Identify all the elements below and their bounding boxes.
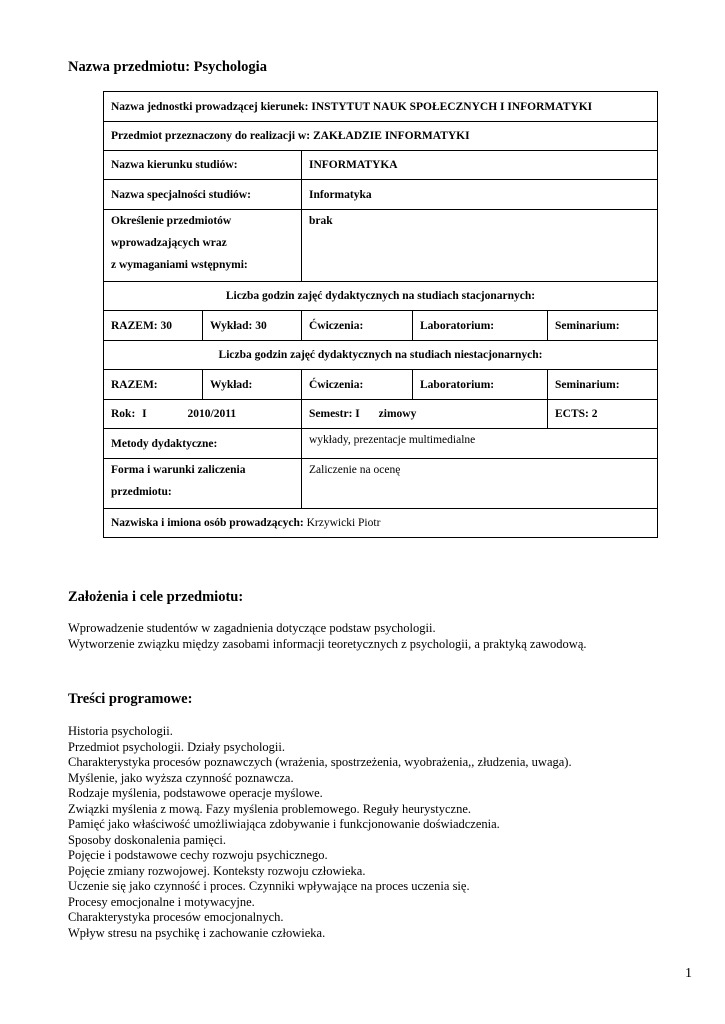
content-line: Myślenie, jako wyższa czynność poznawcza. (68, 770, 294, 785)
rok-label: Rok: (111, 408, 136, 420)
methods-row (104, 429, 658, 459)
stationary-cwiczenia: Ćwiczenia: (302, 311, 413, 341)
methods-value: wykłady, prezentacje multimedialne (302, 429, 658, 459)
year-row (104, 400, 658, 429)
prereq-row (104, 210, 658, 282)
teachers-value: Krzywicki Piotr (306, 517, 381, 529)
rok-cell (104, 400, 302, 429)
form-label-line: przedmiotu: (111, 486, 172, 498)
stationary-header-row (104, 282, 658, 311)
form-label (104, 459, 302, 509)
content-heading: Treści programowe: (68, 691, 193, 707)
nonstationary-header: Liczba godzin zajęć dydaktycznych na studiach niestacjonarnych: (104, 341, 658, 370)
assumptions-line: Wytworzenie związku między zasobami informacji teoretycznych z psychologii, a praktyką zawodową. (68, 636, 587, 651)
stationary-laboratorium: Laboratorium: (413, 311, 548, 341)
nonstationary-header-row (104, 341, 658, 370)
content-line: Uczenie się jako czynność i proces. Czynniki wpływające na proces uczenia się. (68, 879, 470, 893)
semestr-label: Semestr: I (309, 408, 360, 420)
prereq-label-line: z wymaganiami wstępnymi: (111, 259, 248, 271)
content-line: Przedmiot psychologii. Działy psychologii. (68, 739, 285, 754)
ects-cell: ECTS: 2 (548, 400, 658, 429)
stationary-wyklad: Wykład: 30 (203, 311, 302, 341)
form-value: Zaliczenie na ocenę (302, 459, 658, 509)
content-line: Procesy emocjonalne i motywacyjne. (68, 894, 255, 909)
assumptions-line: Wprowadzenie studentów w zagadnienia dotyczące podstaw psychologii. (68, 621, 436, 635)
content-line: Charakterystyka procesów poznawczych (wrażenia, spostrzeżenia, wyobrażenia,, złudzenia, uwaga). (68, 755, 572, 769)
prereq-value: brak (302, 210, 658, 282)
stationary-hours-row (104, 311, 658, 341)
unit-value: INSTYTUT NAUK SPOŁECZNYCH I INFORMATYKI (311, 100, 593, 113)
nonstationary-razem: RAZEM: (104, 370, 203, 400)
spec-value: Informatyka (302, 180, 658, 210)
field-label: Nazwa kierunku studiów: (104, 151, 302, 180)
stationary-seminarium: Seminarium: (548, 311, 658, 341)
nonstationary-wyklad: Wykład: (203, 370, 302, 400)
nonstationary-laboratorium: Laboratorium: (413, 370, 548, 400)
teachers-row (104, 509, 658, 538)
course-info-table (103, 91, 658, 538)
prereq-label (104, 210, 302, 282)
page-number: 1 (685, 966, 692, 981)
spec-label: Nazwa specjalności studiów: (104, 180, 302, 210)
content-line: Rodzaje myślenia, podstawowe operacje myślowe. (68, 786, 323, 800)
teachers-label: Nazwiska i imiona osób prowadzących: (111, 517, 304, 529)
unit-label: Nazwa jednostki prowadzącej kierunek: (111, 100, 309, 113)
content-line: Charakterystyka procesów emocjonalnych. (68, 910, 284, 924)
content-line: Związki myślenia z mową. Fazy myślenia problemowego. Reguły heurystyczne. (68, 801, 472, 816)
form-row (104, 459, 658, 509)
prereq-label-line: wprowadzających wraz (111, 237, 227, 249)
content-list (68, 724, 572, 941)
content-line: Historia psychologii. (68, 724, 173, 738)
rok-value: I (142, 408, 147, 420)
dept-label: Przedmiot przeznaczony do realizacji w: (111, 130, 311, 142)
page-title: Nazwa przedmiotu: Psychologia (68, 59, 267, 75)
nonstationary-seminarium: Seminarium: (548, 370, 658, 400)
assumptions-heading: Założenia i cele przedmiotu: (68, 589, 244, 605)
methods-label: Metody dydaktyczne: (104, 429, 302, 459)
dept-value: ZAKŁADZIE INFORMATYKI (312, 130, 470, 142)
spec-row (104, 180, 658, 210)
semestr-value: zimowy (378, 408, 417, 420)
unit-row (104, 92, 658, 122)
dept-row (104, 122, 658, 151)
stationary-razem: RAZEM: 30 (104, 311, 203, 341)
content-line: Wpływ stresu na psychikę i zachowanie człowieka. (68, 925, 326, 940)
form-label-line: Forma i warunki zaliczenia (111, 464, 246, 476)
nonstationary-hours-row (104, 370, 658, 400)
content-line: Pojęcie zmiany rozwojowej. Konteksty rozwoju człowieka. (68, 863, 366, 878)
field-value: INFORMATYKA (302, 151, 658, 180)
field-row (104, 151, 658, 180)
assumptions-text (68, 621, 587, 652)
nonstationary-cwiczenia: Ćwiczenia: (302, 370, 413, 400)
semestr-cell (302, 400, 548, 429)
content-line: Pamięć jako właściwość umożliwiająca zdobywanie i funkcjonowanie doświadczenia. (68, 817, 500, 831)
rok-year: 2010/2011 (187, 408, 237, 420)
prereq-label-line: Określenie przedmiotów (111, 215, 232, 227)
stationary-header: Liczba godzin zajęć dydaktycznych na studiach stacjonarnych: (104, 282, 658, 311)
content-line: Sposoby doskonalenia pamięci. (68, 832, 226, 847)
content-line: Pojęcie i podstawowe cechy rozwoju psychicznego. (68, 848, 328, 862)
